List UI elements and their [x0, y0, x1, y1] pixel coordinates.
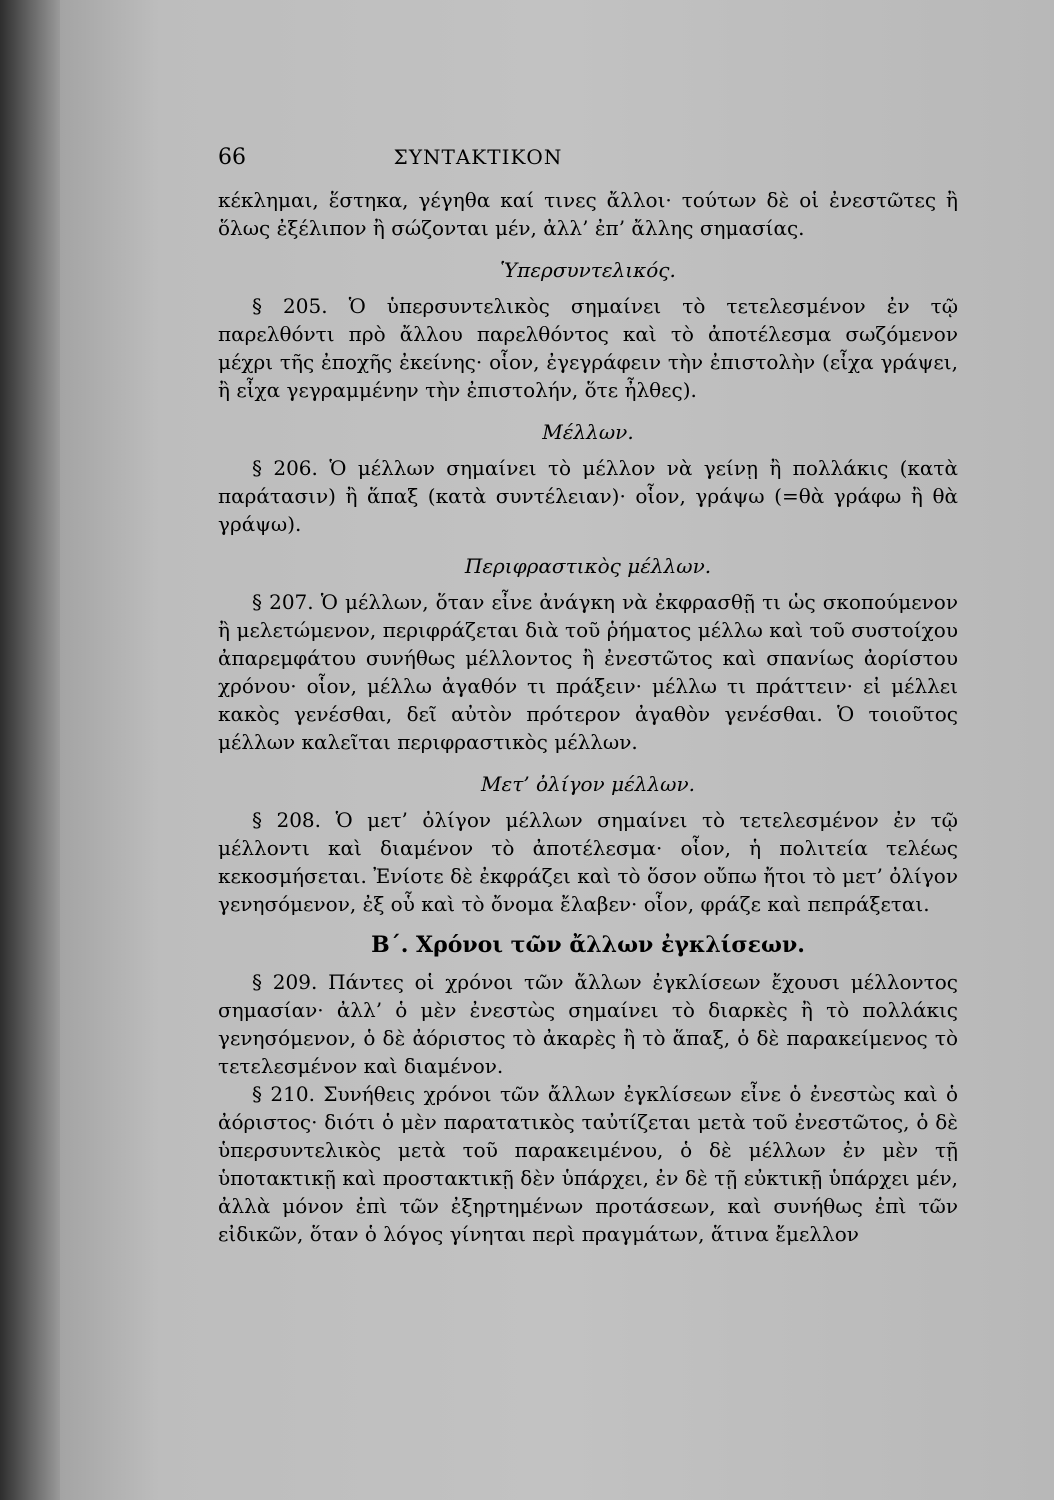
page-body [218, 186, 958, 1248]
subheading-mellon: Μέλλων. [542, 420, 634, 444]
paragraph-210: § 210. Συνήθεις χρόνοι τῶν ἄλλων ἐγκλίσεων εἶνε ὁ ἐνεστὼς καὶ ὁ ἀόριστος· διότι ὁ μὲν παρατατικὸς ταὐτίζεται μετὰ τοῦ ἐνεστῶτος, ὁ δὲ ὑπερσυντελικὸς μετὰ τοῦ παρακειμένου, ὁ δὲ μέλλων ἐν μὲν τῇ ὑποτακτικῇ καὶ προστακτικῇ δὲν ὑπάρχει, ἐν δὲ τῇ εὐκτικῇ ὑπάρχει μέν, ἀλλὰ μόνον ἐπὶ τῶν ἐξηρτημένων προτάσεων, καὶ συνήθως ἐπὶ τῶν εἰδικῶν, ὅταν ὁ λόγος γίνηται περὶ πραγμάτων, ἅτινα ἔμελλον [218, 1082, 958, 1246]
paragraph-207: § 207. Ὁ μέλλων, ὅταν εἶνε ἀνάγκη νὰ ἐκφρασθῇ τι ὡς σκοπούμενον ἢ μελετώμενον, περιφράζεται διὰ τοῦ ῥήματος μέλλω καὶ τοῦ συστοίχου ἀπαρεμφάτου συνήθως μέλλοντος ἢ ἐνεστῶτος καὶ σπανίως ἀορίστου χρόνου· οἷον, μέλλω ἀγαθόν τι πράξειν· μέλλω τι πράττειν· εἰ μέλλει κακὸς γενέσθαι, δεῖ αὐτὸν πρότερον ἀγαθὸν γενέσθαι. Ὁ τοιοῦτος μέλλων καλεῖται περιφραστικὸς μέλλων. [218, 590, 958, 754]
page-number: 66 [218, 145, 246, 170]
book-gutter [0, 0, 60, 1500]
running-title: ΣΥΝΤΑΚΤΙΚΟΝ [393, 145, 563, 169]
paragraph-205: § 205. Ὁ ὑπερσυντελικὸς σημαίνει τὸ τετελεσμένον ἐν τῷ παρελθόντι πρὸ ἄλλου παρελθόντος καὶ τὸ ἀποτέλεσμα σωζόμενον μέχρι τῆς ἐποχῆς ἐκείνης· οἷον, ἐγεγράφειν τὴν ἐπιστολὴν (εἶχα γράψει, ἢ εἶχα γεγραμμένην τὴν ἐπιστολήν, ὅτε ἦλθες). [218, 294, 958, 402]
section-heading-b: Β΄. Χρόνοι τῶν ἄλλων ἐγκλίσεων. [371, 932, 805, 958]
paragraph-continuation: κέκλημαι, ἕστηκα, γέγηθα καί τινες ἄλλοι· τούτων δὲ οἱ ἐνεστῶτες ἢ ὅλως ἐξέλιπον ἢ σώζονται μέν, ἀλλ’ ἐπ’ ἄλλης σημασίας. [218, 188, 958, 240]
paragraph-209: § 209. Πάντες οἱ χρόνοι τῶν ἄλλων ἐγκλίσεων ἔχουσι μέλλοντος σημασίαν· ἀλλ’ ὁ μὲν ἐνεστὼς σημαίνει τὸ διαρκὲς ἢ τὸ πολλάκις γενησόμενον, ὁ δὲ ἀόριστος τὸ ἀκαρὲς ἢ τὸ ἅπαξ, ὁ δὲ παρακείμενος τὸ τετελεσμένον καὶ διαμένον. [218, 970, 958, 1078]
page-header [218, 145, 738, 179]
subheading-periphrastikos: Περιφραστικὸς μέλλων. [464, 554, 712, 578]
paragraph-208: § 208. Ὁ μετ’ ὀλίγον μέλλων σημαίνει τὸ τετελεσμένον ἐν τῷ μέλλοντι καὶ διαμένον τὸ ἀποτέλεσμα· οἷον, ἡ πολιτεία τελέως κεκοσμήσεται. Ἐνίοτε δὲ ἐκφράζει καὶ τὸ ὅσον οὔπω ἤτοι τὸ μετ’ ὀλίγον γενησόμενον, ἐξ οὗ καὶ τὸ ὄνομα ἔλαβεν· οἷον, φράζε καὶ πεπράξεται. [218, 808, 958, 916]
subheading-met-oligon: Μετ’ ὀλίγον μέλλων. [481, 772, 695, 796]
subheading-hypersyntelikos: Ὑπερσυντελικός. [500, 258, 676, 282]
paragraph-206: § 206. Ὁ μέλλων σημαίνει τὸ μέλλον νὰ γείνῃ ἢ πολλάκις (κατὰ παράτασιν) ἢ ἅπαξ (κατὰ συντέλειαν)· οἷον, γράψω (=θὰ γράφω ἢ θὰ γράψω). [218, 456, 958, 536]
